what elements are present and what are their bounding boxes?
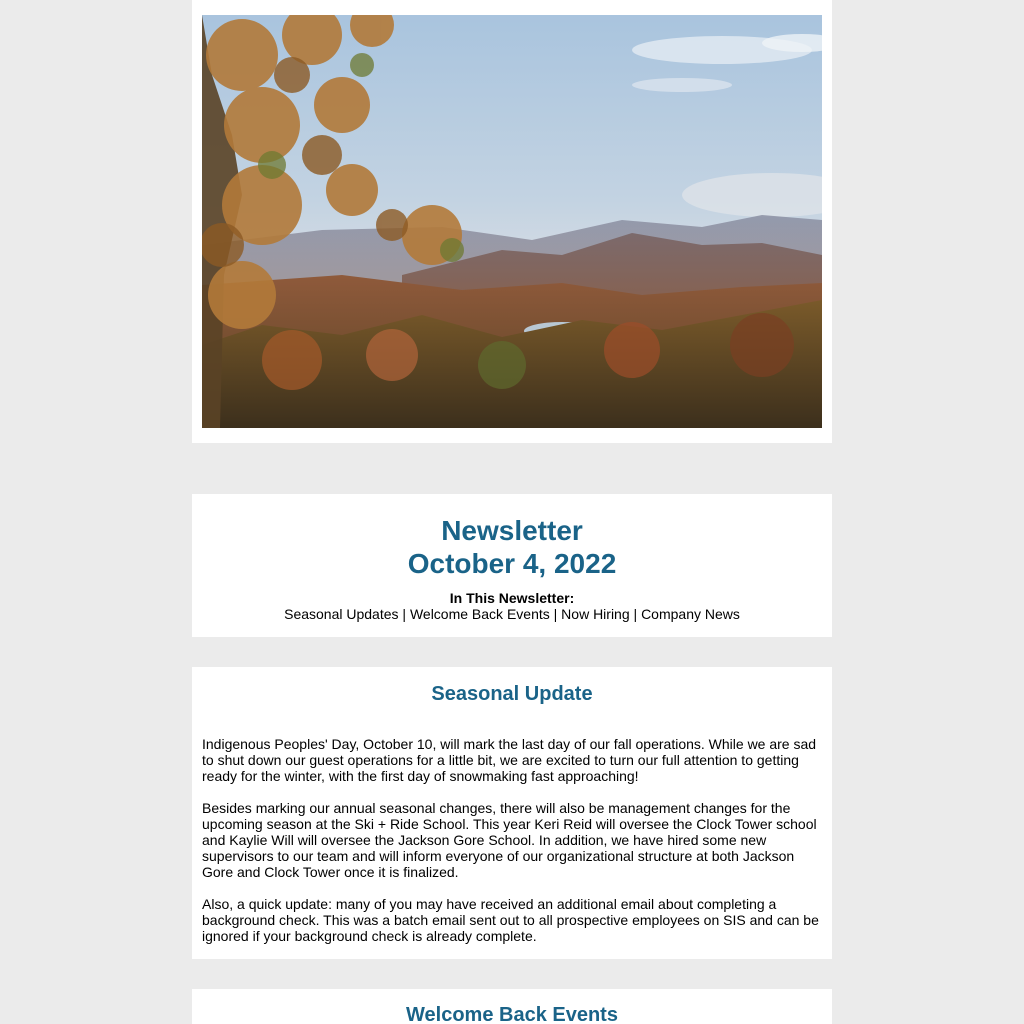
seasonal-update-card bbox=[192, 667, 832, 959]
seasonal-paragraph: Indigenous Peoples' Day, October 10, will mark the last day of our fall operations. While we are sad to shut down our guest operations for a little bit, we are excited to turn our full attention to getting ready for the winter, with the first day of snowmaking fast approaching! bbox=[202, 736, 817, 784]
welcome-back-events-card bbox=[192, 989, 832, 1024]
toc-label: In This Newsletter: bbox=[449, 590, 575, 606]
newsletter-header-card bbox=[192, 494, 832, 637]
table-of-contents bbox=[192, 590, 832, 622]
seasonal-update-body bbox=[202, 736, 822, 944]
newsletter-title bbox=[192, 514, 832, 580]
seasonal-update-heading: Seasonal Update bbox=[431, 683, 593, 705]
toc-link-now-hiring[interactable]: Now Hiring bbox=[561, 606, 630, 622]
toc-separator: | bbox=[633, 606, 642, 622]
toc-link-seasonal-updates[interactable]: Seasonal Updates bbox=[284, 606, 399, 622]
seasonal-paragraph: Also, a quick update: many of you may have received an additional email about completing a background check. This was a batch email sent out to all prospective employees on SIS and can be ignored if your background check is already complete. bbox=[202, 896, 819, 944]
newsletter-title-label: Newsletter bbox=[441, 515, 583, 546]
seasonal-paragraph: Besides marking our annual seasonal changes, there will also be management changes for the upcoming season at the Ski + Ride School. This year Keri Reid will oversee the Clock Tower school and Kaylie Will will oversee the Jackson Gore School. In addition, we have hired some new supervisors to our team and will inform everyone of our organizational structure at both Jackson Gore and Clock Tower once it is finalized. bbox=[202, 800, 817, 880]
toc-link-company-news[interactable]: Company News bbox=[641, 606, 740, 622]
toc-separator: | bbox=[553, 606, 562, 622]
welcome-back-events-heading: Welcome Back Events bbox=[406, 1004, 618, 1024]
hero-card bbox=[192, 0, 832, 443]
toc-link-welcome-back-events[interactable]: Welcome Back Events bbox=[409, 606, 550, 622]
hero-landscape-image bbox=[202, 15, 822, 428]
toc-separator: | bbox=[402, 606, 410, 622]
toc-links bbox=[192, 606, 832, 622]
newsletter-date: October 4, 2022 bbox=[407, 548, 617, 579]
